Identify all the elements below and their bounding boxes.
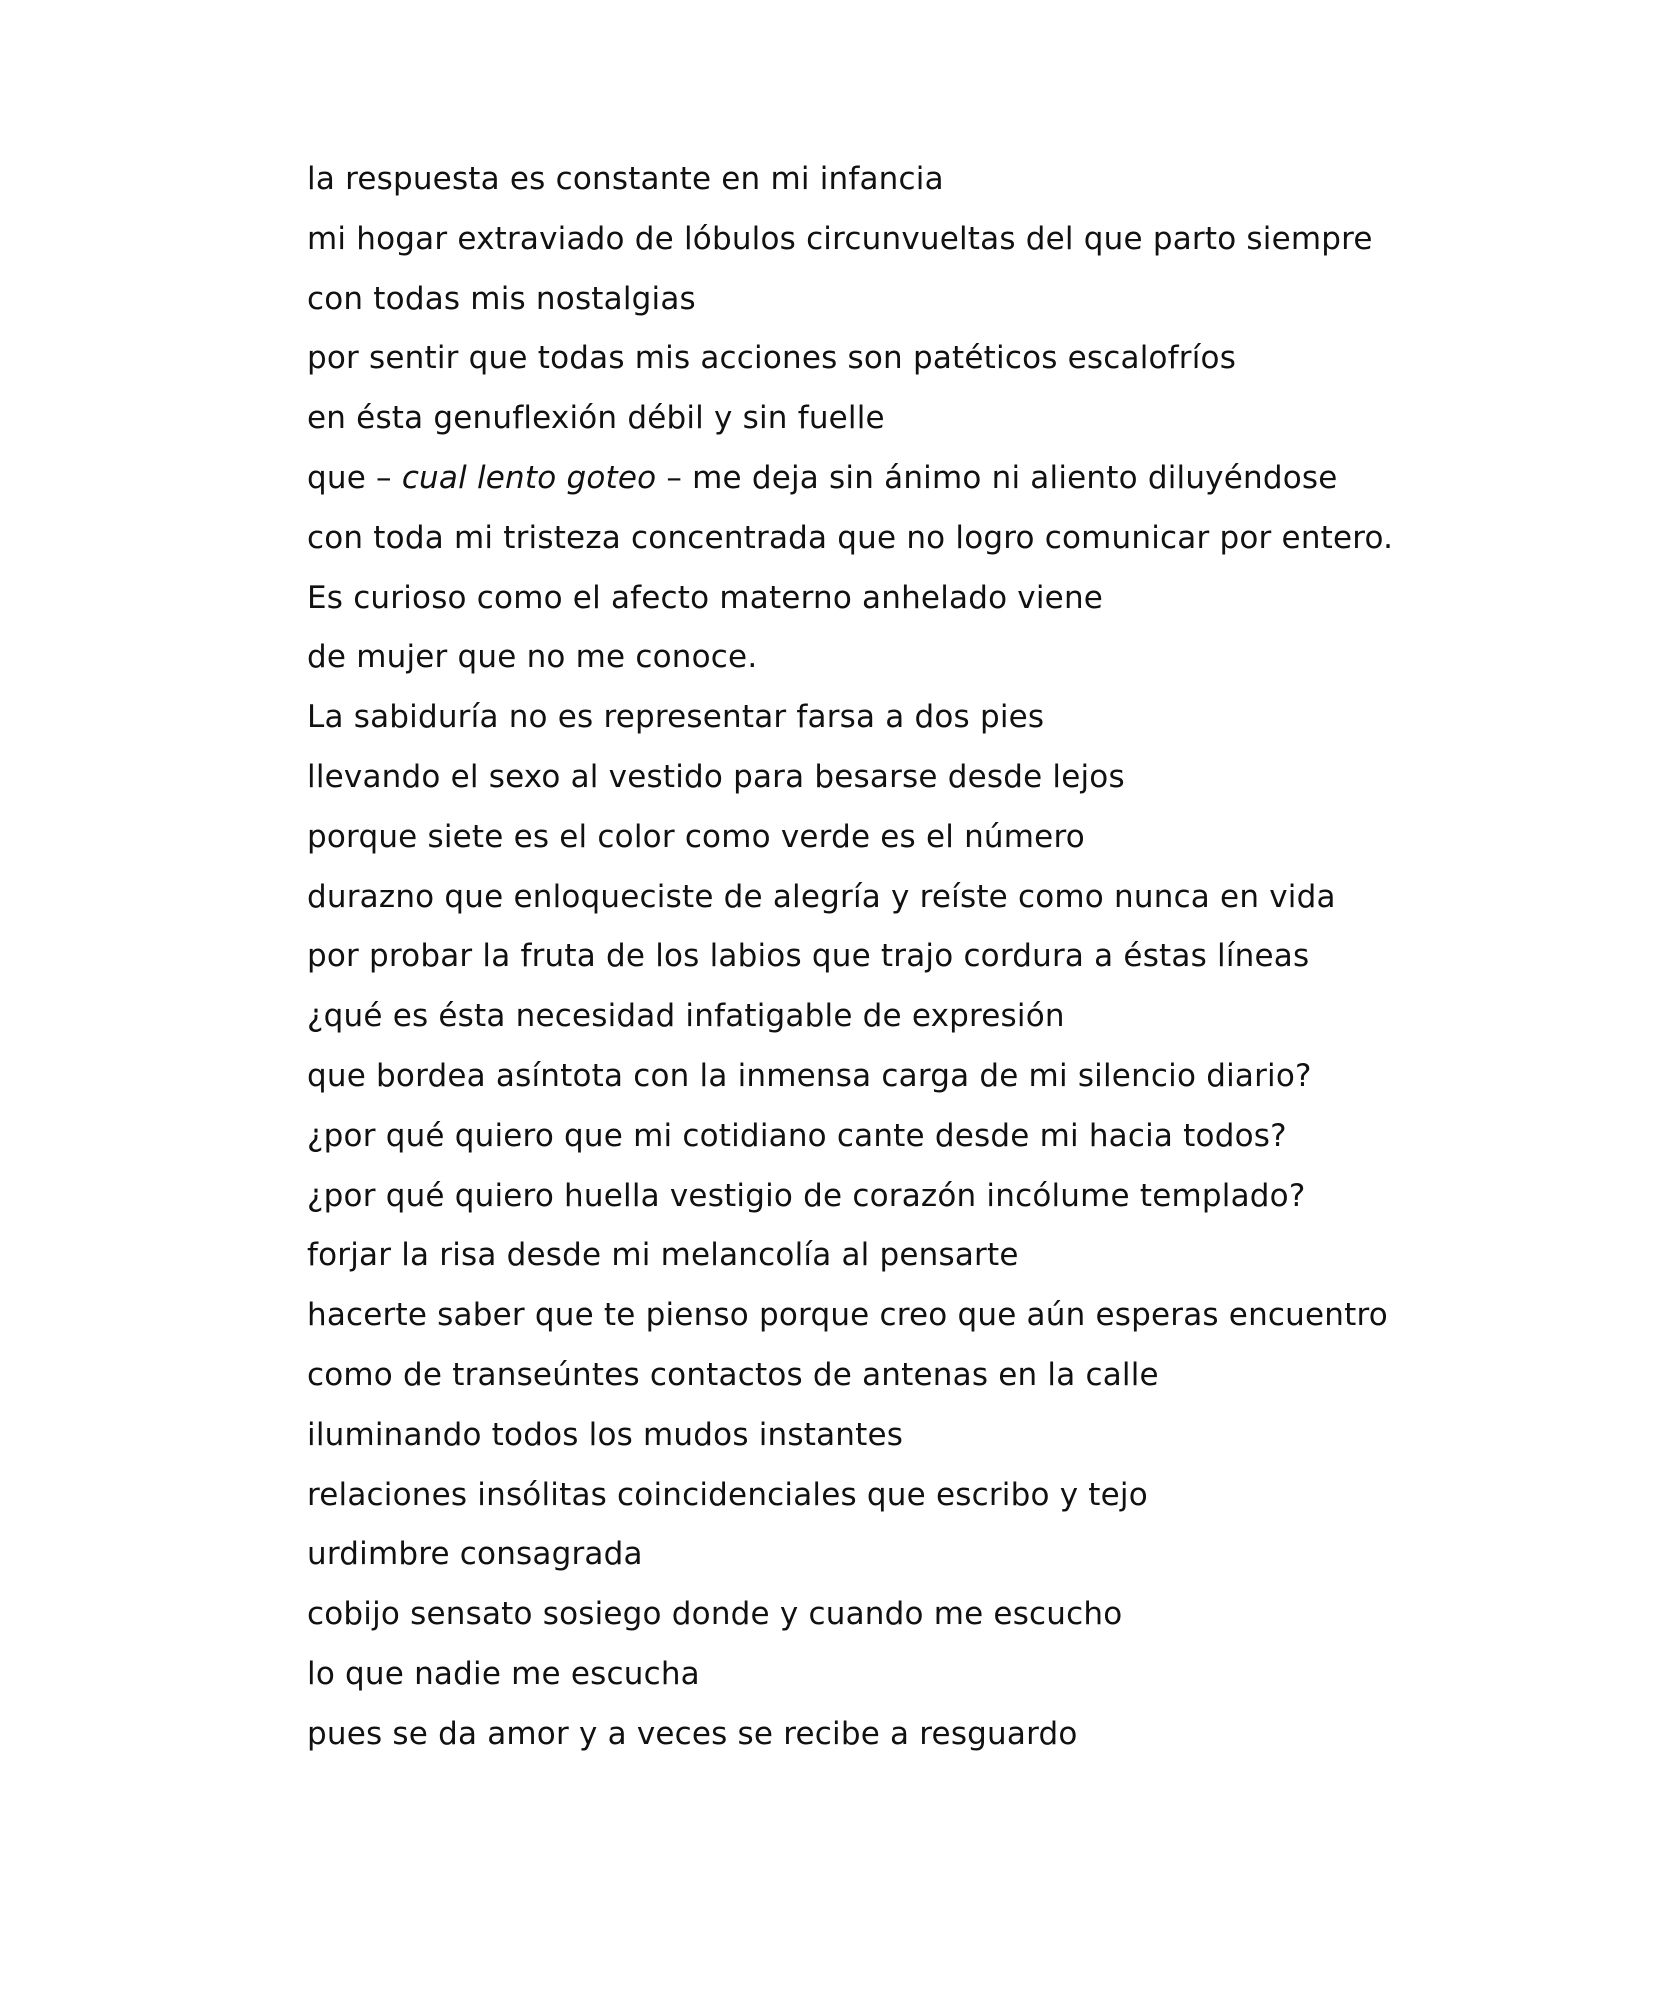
poem-line: de mujer que no me conoce. (307, 639, 758, 676)
poem-line (307, 455, 1607, 515)
poem-line: Es curioso como el afecto materno anhelado viene (307, 579, 1104, 616)
poem-text (307, 156, 1607, 1771)
poem-line-part: que – (307, 459, 402, 496)
poem-line: con todas mis nostalgias (307, 280, 696, 317)
poem-line: pues se da amor y a veces se recibe a resguardo (307, 1715, 1078, 1752)
poem-line: forjar la risa desde mi melancolía al pensarte (307, 1237, 1019, 1274)
poem-line: con toda mi tristeza concentrada que no logro comunicar por entero. (307, 519, 1394, 556)
poem-line: mi hogar extraviado de lóbulos circunvueltas del que parto siempre (307, 220, 1373, 257)
poem-line: porque siete es el color como verde es el número (307, 818, 1085, 855)
poem-line: como de transeúntes contactos de antenas en la calle (307, 1356, 1159, 1393)
poem-line: por sentir que todas mis acciones son patéticos escalofríos (307, 340, 1237, 377)
poem-line: ¿qué es ésta necesidad infatigable de expresión (307, 998, 1065, 1035)
poem-line: hacerte saber que te pienso porque creo que aún esperas encuentro (307, 1297, 1388, 1334)
poem-line: ¿por qué quiero que mi cotidiano cante desde mi hacia todos? (307, 1117, 1287, 1154)
poem-line: en ésta genuflexión débil y sin fuelle (307, 400, 885, 437)
poem-line: La sabiduría no es representar farsa a dos pies (307, 699, 1045, 736)
poem-line: por probar la fruta de los labios que trajo cordura a éstas líneas (307, 938, 1310, 975)
poem-line: cobijo sensato sosiego donde y cuando me escucho (307, 1596, 1123, 1633)
poem-line: la respuesta es constante en mi infancia (307, 161, 944, 197)
poem-line: durazno que enloqueciste de alegría y reíste como nunca en vida (307, 878, 1336, 915)
poem-line: relaciones insólitas coincidenciales que escribo y tejo (307, 1476, 1148, 1513)
poem-line: llevando el sexo al vestido para besarse desde lejos (307, 758, 1125, 795)
poem-line: ¿por qué quiero huella vestigio de corazón incólume templado? (307, 1177, 1306, 1214)
poem-line: urdimbre consagrada (307, 1536, 643, 1573)
poem-line: iluminando todos los mudos instantes (307, 1416, 904, 1453)
poem-line: lo que nadie me escucha (307, 1655, 700, 1692)
poem-line: que bordea asíntota con la inmensa carga de mi silencio diario? (307, 1057, 1312, 1094)
poem-line-part: – me deja sin ánimo ni aliento diluyéndose (656, 459, 1338, 496)
poem-line-italic: cual lento goteo (401, 459, 657, 496)
